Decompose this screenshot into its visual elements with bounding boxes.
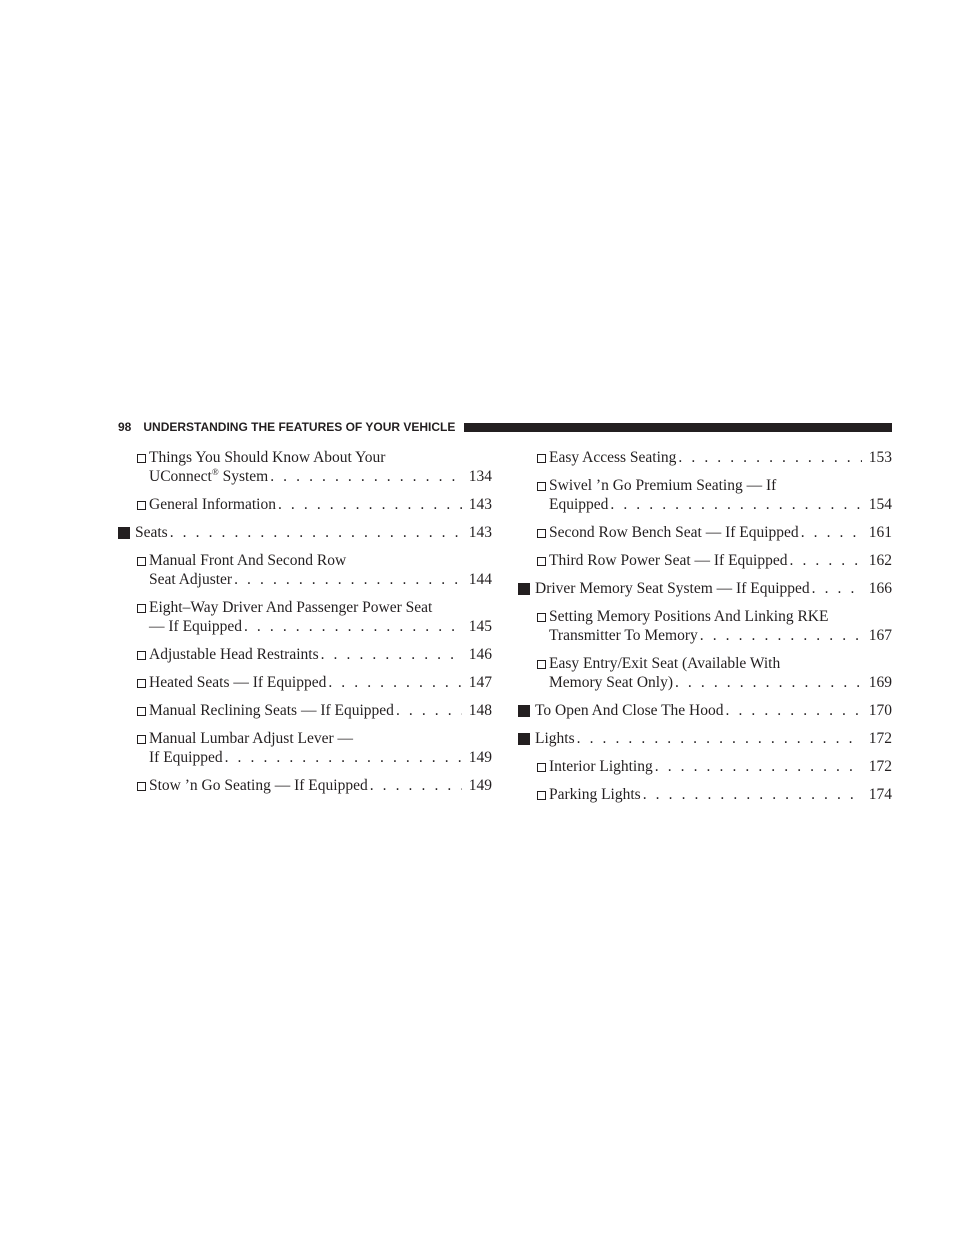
page-ref: 172 [868, 730, 892, 747]
dot-leader [328, 673, 462, 692]
section-title: UNDERSTANDING THE FEATURES OF YOUR VEHICLE [143, 420, 456, 434]
entry-title: Easy Access Seating [549, 449, 677, 466]
page-ref: 148 [468, 702, 492, 719]
hollow-square-bullet-icon [537, 785, 546, 805]
hollow-square-bullet-icon [537, 476, 546, 496]
entry-title: Second Row Bench Seat — If Equipped [549, 524, 799, 541]
hollow-square-bullet-icon [137, 776, 146, 796]
dot-leader [225, 748, 462, 767]
page-number: 98 [118, 420, 132, 434]
page-ref: 145 [468, 618, 492, 635]
hollow-square-bullet-icon [137, 551, 146, 571]
entry-title: Memory Seat Only) [549, 674, 673, 691]
page-ref: 172 [868, 758, 892, 775]
entry-title: Heated Seats — If Equipped [149, 674, 327, 691]
hollow-square-bullet-icon [137, 673, 146, 693]
toc-main-entry[interactable] [518, 579, 892, 598]
hollow-square-bullet-icon [537, 523, 546, 543]
page-ref: 143 [468, 496, 492, 513]
dot-leader [170, 523, 462, 542]
dot-leader [278, 495, 462, 514]
entry-title-line: Manual Front And Second Row [149, 552, 347, 569]
dot-leader [321, 645, 462, 664]
entry-title: Driver Memory Seat System — If Equipped [535, 580, 810, 597]
entry-title: Seat Adjuster [149, 571, 233, 588]
hollow-square-bullet-icon [137, 701, 146, 721]
page-ref: 143 [468, 524, 492, 541]
entry-title: Parking Lights [549, 786, 641, 803]
entry-title: If Equipped [149, 749, 223, 766]
running-header [118, 419, 892, 435]
entry-title: General Information [149, 496, 276, 513]
hollow-square-bullet-icon [137, 598, 146, 618]
dot-leader [577, 729, 862, 748]
dot-leader [726, 701, 863, 720]
filled-square-bullet-icon [118, 523, 130, 544]
dot-leader [801, 523, 862, 542]
page-ref: 170 [868, 702, 892, 719]
entry-title-line: Eight–Way Driver And Passenger Power Seat [149, 599, 433, 616]
page-ref: 134 [468, 468, 492, 485]
page-ref: 149 [468, 777, 492, 794]
page-ref: 167 [868, 627, 892, 644]
entry-title-line: Swivel ’n Go Premium Seating — If [549, 477, 777, 494]
dot-leader [370, 776, 462, 795]
entry-title: Seats [135, 524, 168, 541]
toc-sub-entry[interactable] [118, 645, 492, 664]
entry-title: Interior Lighting [549, 758, 653, 775]
entry-title: Third Row Power Seat — If Equipped [549, 552, 788, 569]
filled-square-bullet-icon [518, 701, 530, 722]
hollow-square-bullet-icon [137, 495, 146, 515]
toc-sub-entry[interactable] [518, 654, 892, 692]
hollow-square-bullet-icon [537, 757, 546, 777]
page-ref: 147 [468, 674, 492, 691]
entry-title: Manual Reclining Seats — If Equipped [149, 702, 394, 719]
entry-title: UConnect® System [149, 466, 269, 485]
page-ref: 174 [868, 786, 892, 803]
dot-leader [790, 551, 863, 570]
toc-sub-entry[interactable] [118, 776, 492, 795]
entry-title: — If Equipped [149, 618, 242, 635]
entry-title: To Open And Close The Hood [535, 702, 724, 719]
page-ref: 146 [468, 646, 492, 663]
dot-leader [396, 701, 462, 720]
toc-main-entry[interactable] [518, 729, 892, 748]
dot-leader [675, 673, 862, 692]
toc-sub-entry[interactable] [518, 757, 892, 776]
hollow-square-bullet-icon [137, 729, 146, 749]
toc-column-left [118, 448, 492, 804]
toc-sub-entry[interactable] [118, 673, 492, 692]
page-ref: 144 [468, 571, 492, 588]
page-ref: 166 [868, 580, 892, 597]
page-ref: 149 [468, 749, 492, 766]
entry-title: Stow ’n Go Seating — If Equipped [149, 777, 368, 794]
hollow-square-bullet-icon [537, 607, 546, 627]
entry-title: Transmitter To Memory [549, 627, 698, 644]
page-ref: 162 [868, 552, 892, 569]
toc-sub-entry[interactable] [118, 701, 492, 720]
toc-sub-entry[interactable] [518, 448, 892, 467]
hollow-square-bullet-icon [137, 645, 146, 665]
hollow-square-bullet-icon [137, 448, 146, 468]
page-ref: 153 [868, 449, 892, 466]
toc-sub-entry[interactable] [518, 785, 892, 804]
entry-title-line: Setting Memory Positions And Linking RKE [549, 608, 829, 625]
entry-title: Lights [535, 730, 575, 747]
filled-square-bullet-icon [518, 729, 530, 750]
page-ref: 154 [868, 496, 892, 513]
toc-sub-entry[interactable] [118, 495, 492, 514]
dot-leader [643, 785, 862, 804]
dot-leader [244, 617, 462, 636]
hollow-square-bullet-icon [537, 654, 546, 674]
toc-sub-entry[interactable] [518, 551, 892, 570]
toc-main-entry[interactable] [518, 701, 892, 720]
entry-title: Equipped [549, 496, 609, 513]
toc-sub-entry[interactable] [118, 598, 492, 636]
header-rule [464, 423, 892, 432]
dot-leader [655, 757, 862, 776]
dot-leader [812, 579, 862, 598]
entry-title: Adjustable Head Restraints [149, 646, 319, 663]
toc-sub-entry[interactable] [118, 729, 492, 767]
toc-sub-entry[interactable] [118, 551, 492, 589]
hollow-square-bullet-icon [537, 551, 546, 571]
hollow-square-bullet-icon [537, 448, 546, 468]
toc-sub-entry[interactable] [518, 476, 892, 514]
entry-title-line: Easy Entry/Exit Seat (Available With [549, 655, 781, 672]
dot-leader [234, 570, 462, 589]
dot-leader [700, 626, 862, 645]
toc-sub-entry[interactable] [518, 523, 892, 542]
dot-leader [678, 448, 862, 467]
page-ref: 161 [868, 524, 892, 541]
entry-title-line: Things You Should Know About Your [149, 449, 386, 466]
page-ref: 169 [868, 674, 892, 691]
filled-square-bullet-icon [518, 579, 530, 600]
dot-leader [610, 495, 862, 514]
toc-main-entry[interactable] [118, 523, 492, 542]
toc-column-right [518, 448, 892, 813]
dot-leader [270, 467, 462, 486]
toc-sub-entry[interactable] [518, 607, 892, 645]
entry-title-line: Manual Lumbar Adjust Lever — [149, 730, 354, 747]
toc-sub-entry[interactable] [118, 448, 492, 486]
